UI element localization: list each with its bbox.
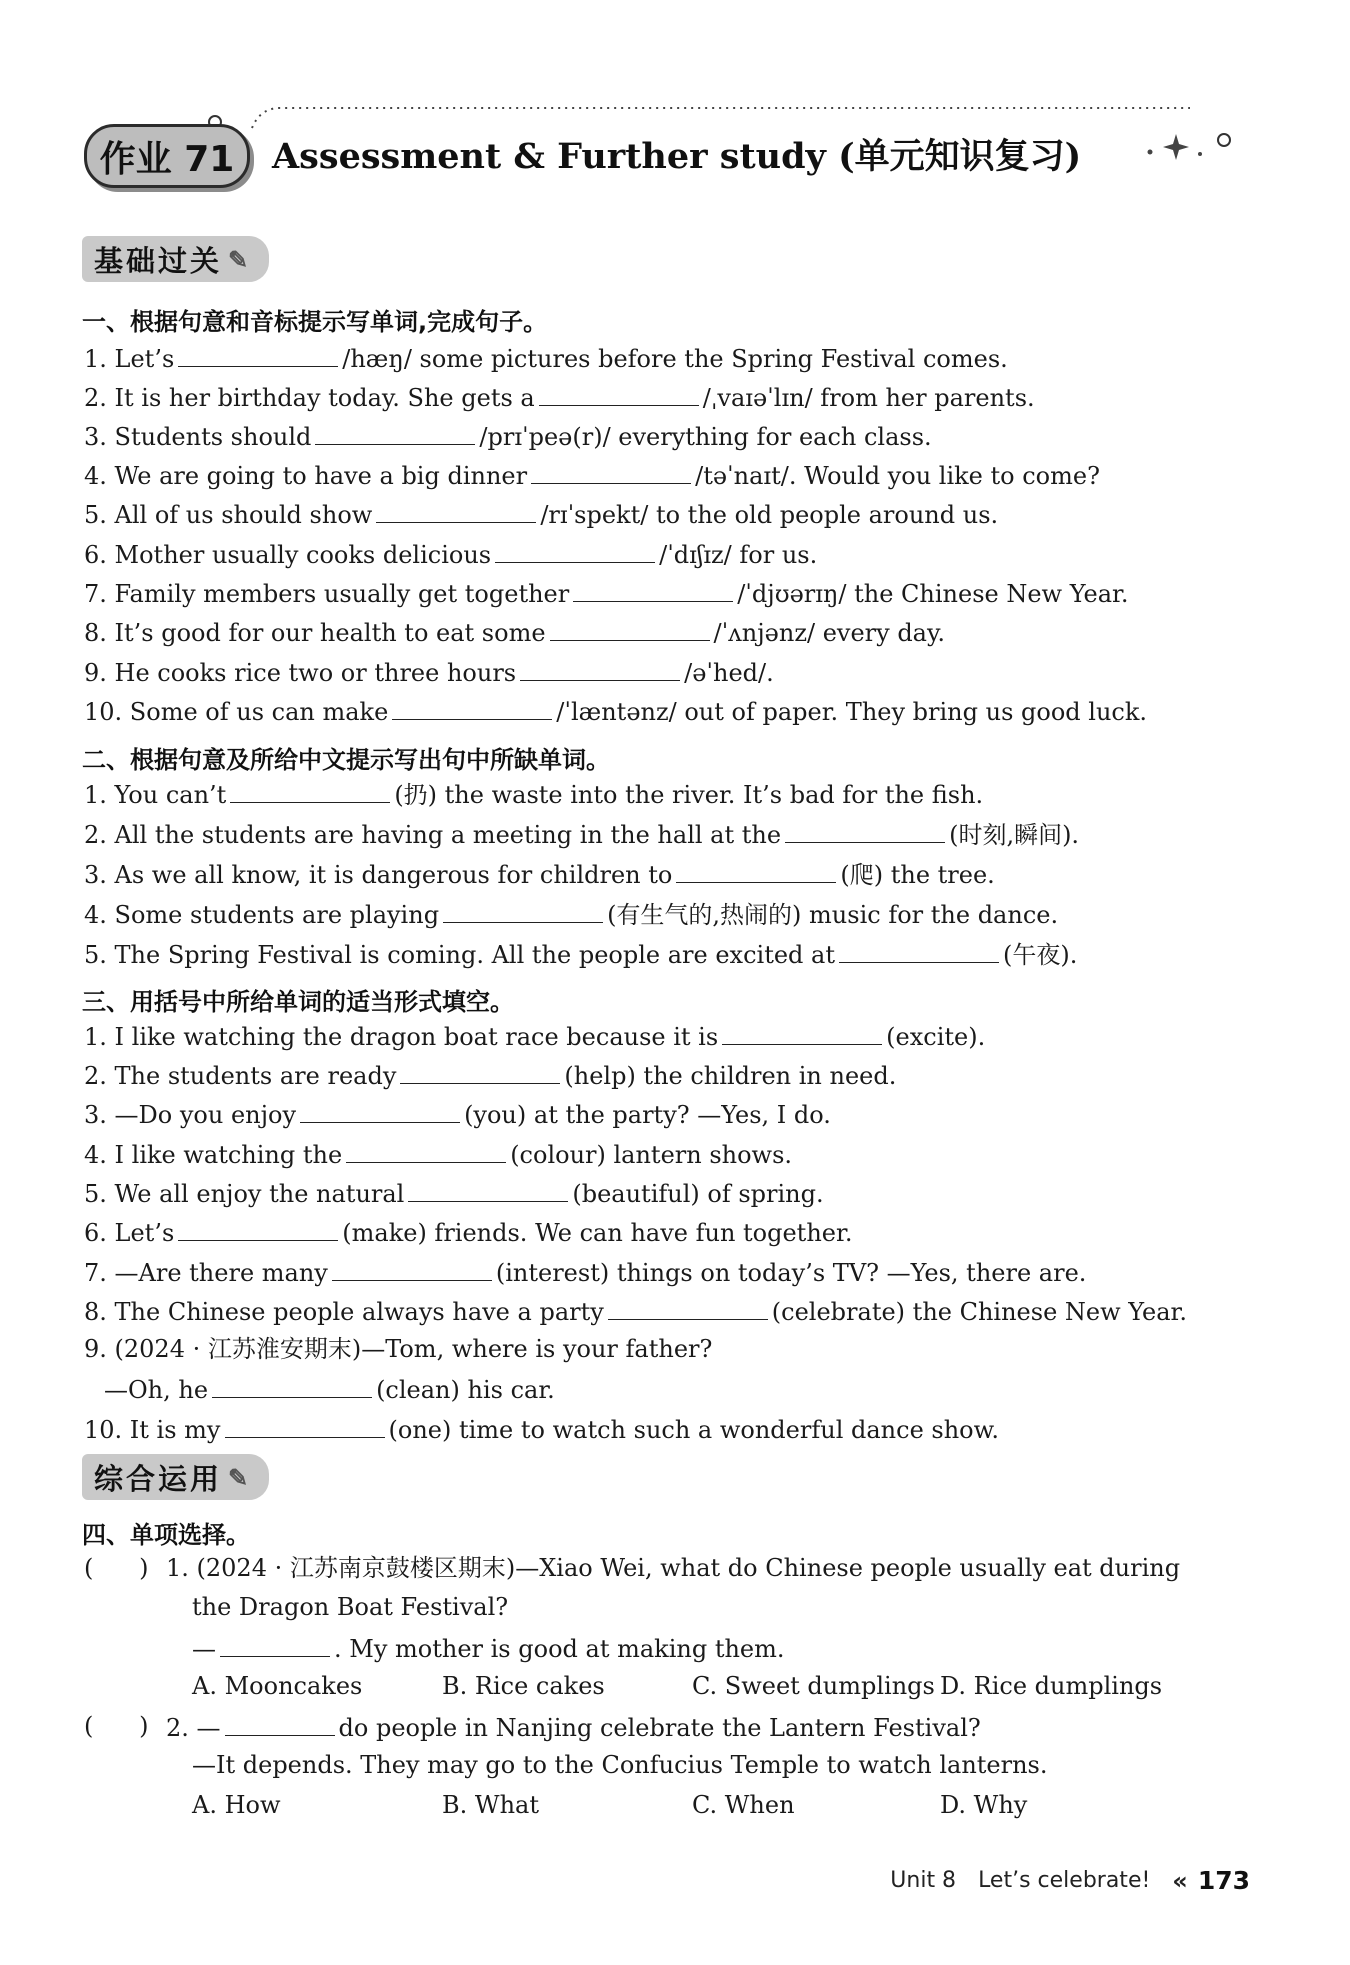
q2-option-c[interactable]: C. When — [692, 1791, 795, 1819]
q2-option-d[interactable]: D. Why — [940, 1791, 1028, 1819]
part4-title: 四、单项选择。 — [82, 1521, 250, 1549]
part3-item-9-answer: —Oh, he (clean) his car. — [104, 1373, 555, 1405]
answer-blank[interactable] — [839, 938, 999, 963]
section-tag-integrated — [82, 1454, 269, 1500]
part3-item-2: 2. The students are ready (help) the children in need. — [84, 1059, 896, 1091]
q1-option-a[interactable]: A. Mooncakes — [192, 1672, 363, 1700]
part1-item-10: 10. Some of us can make /ˈlæntənz/ out of paper. They bring us good luck. — [84, 695, 1147, 727]
answer-blank[interactable] — [392, 695, 552, 720]
part2-item-3: 3. As we all know, it is dangerous for children to (爬) the tree. — [84, 858, 995, 890]
q2-stem: 2. — do people in Nanjing celebrate the Lantern Festival? — [166, 1711, 981, 1743]
answer-blank[interactable] — [400, 1059, 560, 1084]
page-title: Assessment & Further study (单元知识复习) — [272, 136, 1082, 177]
answer-blank[interactable] — [722, 1020, 882, 1045]
part2-title: 二、根据句意及所给中文提示写出句中所缺单词。 — [82, 746, 610, 774]
section-tag-basic-label: 基础过关 — [94, 243, 223, 278]
q1-option-c[interactable]: C. Sweet dumplings — [692, 1672, 935, 1700]
answer-blank[interactable] — [212, 1373, 372, 1398]
part3-item-3: 3. —Do you enjoy (you) at the party? —Yes, I do. — [84, 1098, 831, 1130]
answer-blank[interactable] — [785, 818, 945, 843]
answer-blank[interactable] — [178, 1216, 338, 1241]
section-tag-integrated-label: 综合运用 — [94, 1461, 223, 1496]
q1-option-b[interactable]: B. Rice cakes — [442, 1672, 605, 1700]
part3-item-6: 6. Let’s (make) friends. We can have fun together. — [84, 1216, 852, 1248]
q2-dialogue: —It depends. They may go to the Confucius Temple to watch lanterns. — [192, 1751, 1048, 1779]
part3-item-5: 5. We all enjoy the natural (beautiful) of spring. — [84, 1177, 824, 1209]
q1-dialogue: — . My mother is good at making them. — [192, 1632, 785, 1664]
part1-item-8: 8. It’s good for our health to eat some /ˈʌnjənz/ every day. — [84, 616, 945, 648]
answer-blank[interactable] — [225, 1413, 385, 1438]
q1-option-d[interactable]: D. Rice dumplings — [940, 1672, 1163, 1700]
assignment-badge: 作业 71 — [84, 124, 250, 188]
footer-unit-title: Let’s celebrate! — [978, 1868, 1151, 1893]
part3-item-1: 1. I like watching the dragon boat race because it is (excite). — [84, 1020, 985, 1052]
answer-blank[interactable] — [573, 577, 733, 602]
q2-answer-parens[interactable]: ( ) — [84, 1712, 149, 1740]
answer-blank[interactable] — [178, 342, 338, 367]
q2-option-a[interactable]: A. How — [192, 1791, 281, 1819]
part2-item-1: 1. You can’t (扔) the waste into the river. It’s bad for the fish. — [84, 778, 983, 810]
pencil-icon: ✎ — [228, 244, 252, 274]
sparkle-icon — [1140, 126, 1240, 166]
answer-blank[interactable] — [539, 381, 699, 406]
footer-unit: Unit 8 — [890, 1868, 957, 1893]
answer-blank[interactable] — [220, 1632, 330, 1657]
part3-item-7: 7. —Are there many (interest) things on today’s TV? —Yes, there are. — [84, 1256, 1086, 1288]
part1-title: 一、根据句意和音标提示写单词,完成句子。 — [82, 308, 548, 336]
part3-item-10: 10. It is my (one) time to watch such a wonderful dance show. — [84, 1413, 999, 1445]
answer-blank[interactable] — [332, 1256, 492, 1281]
answer-blank[interactable] — [608, 1295, 768, 1320]
part1-item-7: 7. Family members usually get together /ˈdjʊərɪŋ/ the Chinese New Year. — [84, 577, 1128, 609]
answer-blank[interactable] — [376, 498, 536, 523]
answer-blank[interactable] — [676, 858, 836, 883]
part1-item-6: 6. Mother usually cooks delicious /ˈdɪʃɪz/ for us. — [84, 538, 817, 570]
answer-blank[interactable] — [443, 898, 603, 923]
q2-option-b[interactable]: B. What — [442, 1791, 539, 1819]
answer-blank[interactable] — [315, 420, 475, 445]
answer-blank[interactable] — [225, 1711, 335, 1736]
q1-stem-cont: the Dragon Boat Festival? — [192, 1593, 509, 1621]
answer-blank[interactable] — [346, 1138, 506, 1163]
part2-item-5: 5. The Spring Festival is coming. All the people are excited at (午夜). — [84, 938, 1077, 970]
part2-item-4: 4. Some students are playing (有生气的,热闹的) music for the dance. — [84, 898, 1058, 930]
part1-item-9: 9. He cooks rice two or three hours /əˈhed/. — [84, 656, 774, 688]
part1-item-1: 1. Let’s /hæŋ/ some pictures before the Spring Festival comes. — [84, 342, 1008, 374]
answer-blank[interactable] — [520, 656, 680, 681]
part1-item-2: 2. It is her birthday today. She gets a /ˌvaɪəˈlɪn/ from her parents. — [84, 381, 1035, 413]
answer-blank[interactable] — [230, 778, 390, 803]
part1-item-4: 4. We are going to have a big dinner /təˈnaɪt/. Would you like to come? — [84, 459, 1100, 491]
part3-item-4: 4. I like watching the (colour) lantern shows. — [84, 1138, 792, 1170]
chevron-left-icon: « — [1172, 1866, 1188, 1895]
answer-blank[interactable] — [531, 459, 691, 484]
answer-blank[interactable] — [550, 616, 710, 641]
answer-blank[interactable] — [408, 1177, 568, 1202]
section-tag-basic — [82, 236, 269, 282]
answer-blank[interactable] — [300, 1098, 460, 1123]
part3-title: 三、用括号中所给单词的适当形式填空。 — [82, 988, 514, 1016]
sparkle-pen-icon: ✎ — [228, 1462, 252, 1492]
part3-item-8: 8. The Chinese people always have a party (celebrate) the Chinese New Year. — [84, 1295, 1187, 1327]
page-number: 173 — [1197, 1866, 1250, 1895]
part1-item-3: 3. Students should /prɪˈpeə(r)/ everything for each class. — [84, 420, 932, 452]
answer-blank[interactable] — [495, 538, 655, 563]
part3-item-9: 9. (2024 · 江苏淮安期末)—Tom, where is your father? — [84, 1335, 713, 1363]
page-footer — [890, 1866, 1250, 1895]
q1-answer-parens[interactable]: ( ) — [84, 1554, 149, 1582]
part2-item-2: 2. All the students are having a meeting in the hall at the (时刻,瞬间). — [84, 818, 1079, 850]
part1-item-5: 5. All of us should show /rɪˈspekt/ to the old people around us. — [84, 498, 998, 530]
q1-stem: 1. (2024 · 江苏南京鼓楼区期末)—Xiao Wei, what do Chinese people usually eat during — [166, 1554, 1181, 1582]
